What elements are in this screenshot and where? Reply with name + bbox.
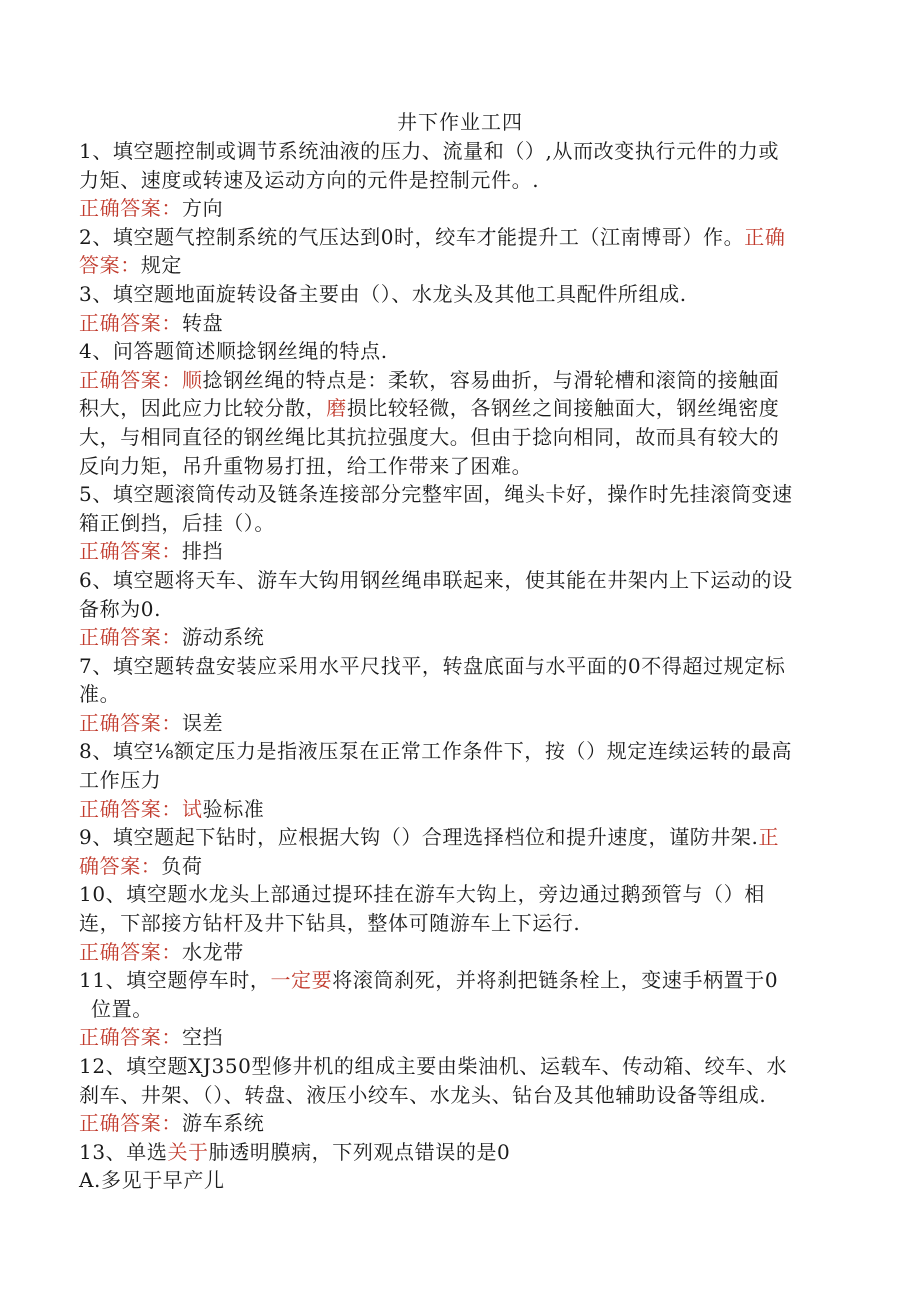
answer-label: 正确答案： <box>79 796 182 821</box>
answer-label: 确答案： <box>79 853 162 878</box>
text-line <box>79 423 839 452</box>
text-span: 力矩、速度或转速及运动方向的元件是控制元件。. <box>79 167 540 192</box>
text-line <box>79 966 839 995</box>
text-line <box>79 194 839 223</box>
text-span: 7、填空题转盘安装应采用水平尺找平，转盘底面与水平面的0不得超过规定标 <box>79 653 786 678</box>
text-span: 13、单选 <box>79 1139 168 1164</box>
text-line <box>79 766 839 795</box>
text-span: 1、填空题控制或调节系统油液的压力、流量和（）,从而改变执行元件的力或 <box>79 139 780 163</box>
text-span: A.多见于早产儿 <box>79 1168 225 1193</box>
text-span: 4、问答题简述顺捻钢丝绳的特点. <box>79 339 388 364</box>
text-line <box>79 166 839 195</box>
answer-label: 答案： <box>79 253 141 278</box>
text-span: 验标准 <box>202 796 265 821</box>
answer-label: 正确答案：顺 <box>79 367 203 392</box>
text-span: 损比较轻微，各钢丝之间接触面大，钢丝绳密度 <box>346 396 780 421</box>
text-span: 11、填空题停车时， <box>79 968 271 993</box>
answer-label: 正确答案： <box>79 310 182 335</box>
text-span: 工作压力 <box>79 768 162 793</box>
text-line <box>79 566 839 595</box>
text-line <box>79 938 839 967</box>
document-body <box>79 137 839 1195</box>
answer-label: 正确答案： <box>79 939 182 964</box>
text-line <box>79 452 839 481</box>
text-line <box>79 737 839 766</box>
document-title: 井下作业工四 <box>397 110 523 134</box>
answer-label: 磨 <box>326 396 347 421</box>
answer-label: 关于 <box>167 1139 209 1164</box>
text-line <box>79 795 839 824</box>
text-span: 游车系统 <box>182 1111 265 1136</box>
text-line <box>79 823 839 852</box>
text-span: 将滚筒刹死，并将刹把链条栓上，变速手柄置于0 <box>332 968 779 993</box>
text-span: 备称为0. <box>79 596 162 621</box>
text-span: 方向 <box>182 196 224 221</box>
text-line <box>79 880 839 909</box>
text-span: 负荷 <box>161 853 203 878</box>
text-span: 8、填空⅛额定压力是指液压泵在正常工作条件下，按（）规定连续运转的最高 <box>79 739 793 764</box>
text-span: 3、填空题地面旋转设备主要由（）、水龙头及其他工具配件所组成. <box>79 281 687 306</box>
answer-label: 正确答案： <box>79 1025 182 1050</box>
text-line <box>79 509 839 538</box>
text-span: 排挡 <box>182 539 224 564</box>
text-span: 9、填空题起下钻时，应根据大钩（）合理选择档位和提升速度，谨防井架. <box>79 825 759 850</box>
text-line <box>79 652 839 681</box>
answer-label: 正确答案： <box>79 1111 182 1136</box>
text-span: 误差 <box>182 710 224 735</box>
text-line <box>79 537 839 566</box>
text-span: 10、填空题水龙头上部通过提环挂在游车大钩上，旁边通过鹅颈管与（）相 <box>79 882 765 907</box>
text-line <box>79 366 839 395</box>
text-line <box>79 223 839 252</box>
text-span: 规定 <box>140 253 183 278</box>
text-line <box>79 309 839 338</box>
text-line <box>79 337 839 366</box>
text-line <box>79 1138 839 1167</box>
text-span: 5、填空题滚筒传动及链条连接部分完整牢固，绳头卡好，操作时先挂滚筒变速 <box>79 482 793 507</box>
text-span: 水龙带 <box>182 939 244 964</box>
text-line <box>79 1109 839 1138</box>
answer-label: 一定要 <box>270 968 333 993</box>
answer-label: 正确答案： <box>79 196 182 221</box>
text-span: 位置。 <box>91 996 153 1021</box>
text-span: 游动系统 <box>182 625 265 650</box>
text-line <box>79 709 839 738</box>
text-span: 捻钢丝绳的特点是：柔软，容易曲折，与滑轮槽和滚筒的接触面 <box>202 367 780 392</box>
text-span: 空挡 <box>182 1025 224 1050</box>
text-span: 箱正倒挡，后挂（）。 <box>79 510 275 535</box>
answer-label: 正 <box>758 825 780 850</box>
text-line <box>79 595 839 624</box>
text-span: 肺透明膜病，下列观点错误的是0 <box>208 1139 511 1164</box>
text-line <box>79 480 839 509</box>
text-line <box>79 137 839 166</box>
answer-label: 正确答案： <box>79 539 182 564</box>
text-line <box>79 1081 839 1110</box>
text-span: 大，与相同直径的钢丝绳比其抗拉强度大。但由于捻向相同，故而具有较大的 <box>79 424 780 449</box>
text-line <box>79 1023 839 1052</box>
text-line <box>79 1052 839 1081</box>
answer-label: 正确答案： <box>79 710 182 735</box>
text-span: 转盘 <box>182 310 224 335</box>
text-line <box>79 623 839 652</box>
text-span: 连，下部接方钻杆及井下钻具，整体可随游车上下运行. <box>79 911 581 936</box>
text-span: 12、填空题XJ350型修井机的组成主要由柴油机、运载车、传动箱、绞车、水 <box>79 1054 788 1078</box>
answer-label: 正确 <box>744 224 786 249</box>
text-line <box>79 394 839 423</box>
text-line <box>79 852 839 881</box>
text-line <box>79 280 839 309</box>
answer-label: 正确答案： <box>79 625 182 650</box>
text-span: 6、填空题将天车、游车大钩用钢丝绳串联起来，使其能在井架内上下运动的设 <box>79 567 793 592</box>
text-line <box>79 909 839 938</box>
text-span: 准。 <box>79 682 121 707</box>
text-line <box>79 251 839 280</box>
text-span: 积大，因此应力比较分散， <box>79 396 327 421</box>
text-line <box>79 995 839 1024</box>
answer-label: 试 <box>182 796 203 821</box>
text-line <box>79 1166 839 1195</box>
text-line <box>79 680 839 709</box>
text-span: 2、填空题气控制系统的气压达到0时，绞车才能提升工（江南博哥）作。 <box>79 224 745 249</box>
text-span: 刹车、井架、（）、转盘、液压小绞车、水龙头、钻台及其他辅助设备等组成. <box>79 1082 767 1107</box>
text-span: 反向力矩，吊升重物易打扭，给工作带来了困难。 <box>79 453 533 478</box>
